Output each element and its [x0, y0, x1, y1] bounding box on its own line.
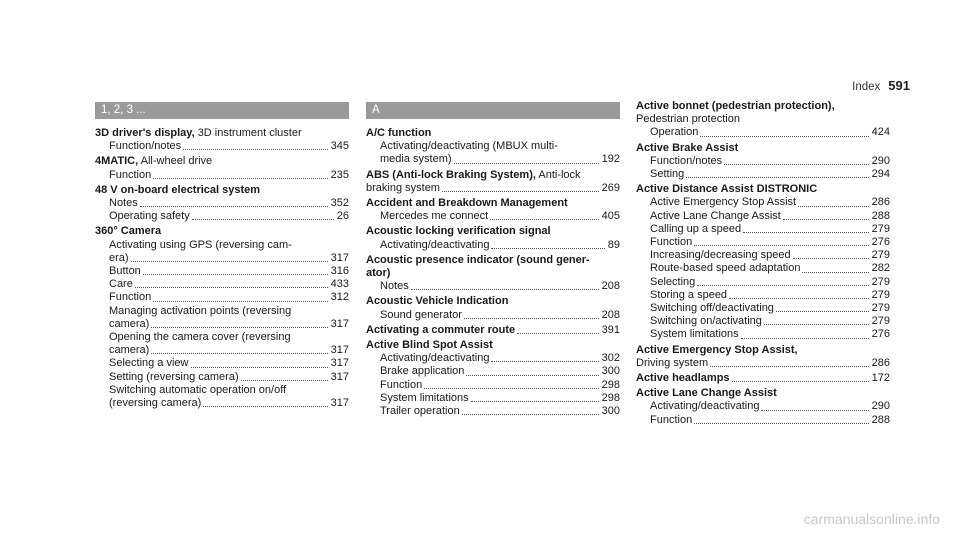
entry-text: Setting — [650, 168, 685, 181]
entry-text: era) — [109, 251, 129, 264]
page-ref: 433 — [330, 278, 349, 291]
index-entry — [366, 339, 620, 418]
dot-leader — [700, 136, 868, 137]
subentry-line[interactable] — [366, 153, 620, 166]
subentry-line[interactable] — [95, 357, 349, 370]
page-ref: 279 — [871, 275, 890, 288]
dot-leader — [411, 289, 599, 290]
subentry-line[interactable] — [636, 315, 890, 328]
subentry-text: Activating/deactivating (MBUX multi- — [380, 140, 558, 153]
entry-heading — [95, 127, 349, 140]
subentry-line[interactable] — [95, 344, 349, 357]
dot-leader — [710, 366, 869, 367]
entry-heading — [636, 100, 890, 113]
page-ref: 302 — [601, 352, 620, 365]
entry-heading — [366, 225, 620, 238]
entry-text: Increasing/decreasing speed — [650, 249, 791, 262]
page-ref: 391 — [601, 323, 620, 336]
entry-heading — [366, 324, 515, 337]
page-ref: 286 — [871, 356, 890, 369]
dot-leader — [462, 414, 599, 415]
dot-leader — [729, 298, 869, 299]
dot-leader — [490, 219, 598, 220]
subentry-line[interactable] — [636, 168, 890, 181]
dot-leader — [191, 367, 328, 368]
index-entry-line[interactable] — [366, 324, 620, 337]
entry-heading-bold: Activating a commuter route — [366, 323, 516, 336]
page-ref: 317 — [330, 370, 349, 383]
dot-leader — [743, 232, 869, 233]
entry-heading-bold: 4MATIC, — [95, 155, 139, 168]
entry-heading-tail: Anti-lock — [538, 168, 581, 181]
page-ref: 279 — [871, 222, 890, 235]
page-ref: 316 — [330, 265, 349, 278]
page-ref: 26 — [336, 210, 349, 223]
subentry-line[interactable] — [95, 371, 349, 384]
entry-heading — [95, 184, 349, 197]
subentry-line[interactable] — [366, 210, 620, 223]
entry-text: Mercedes me connect — [380, 210, 489, 223]
dot-leader — [802, 272, 868, 273]
entry-text: Function — [109, 168, 152, 181]
dot-leader — [153, 301, 327, 302]
dot-leader — [694, 245, 868, 246]
index-entry — [366, 197, 620, 223]
dot-leader — [798, 206, 869, 207]
entry-heading-tail: 3D instrument cluster — [197, 127, 302, 139]
entry-heading-bold: 360° Camera — [95, 225, 162, 238]
subentry-line[interactable] — [636, 236, 890, 249]
dot-leader — [192, 219, 334, 220]
dot-leader — [466, 375, 598, 376]
entry-heading-bold: Active headlamps — [636, 372, 730, 385]
page-ref: 345 — [330, 140, 349, 153]
entry-heading-bold: Acoustic presence indicator (sound gener- — [366, 253, 590, 266]
index-entry — [95, 225, 349, 410]
subentry-line[interactable] — [636, 328, 890, 341]
dot-leader — [471, 401, 599, 402]
page-ref: 424 — [871, 126, 890, 139]
subentry-line[interactable] — [95, 318, 349, 331]
page-ref: 235 — [330, 168, 349, 181]
subentry-line[interactable] — [636, 262, 890, 275]
entry-heading-bold: 48 V on-board electrical system — [95, 183, 261, 196]
dot-leader — [724, 164, 868, 165]
page-ref: 89 — [607, 238, 620, 251]
page-ref: 279 — [871, 288, 890, 301]
page-ref: 172 — [871, 372, 890, 385]
entry-heading — [636, 183, 890, 196]
dot-leader — [183, 149, 327, 150]
entry-text: Active Emergency Stop Assist — [650, 196, 797, 209]
dot-leader — [686, 177, 868, 178]
subentry-line[interactable] — [366, 352, 620, 365]
entry-text: Button — [109, 265, 141, 278]
index-entry — [366, 295, 620, 321]
subentry-line[interactable] — [636, 249, 890, 262]
page-ref: 279 — [871, 315, 890, 328]
entry-text: Setting (reversing camera) — [109, 370, 239, 383]
dot-leader — [454, 163, 599, 164]
entry-heading-bold: Accident and Breakdown Management — [366, 197, 568, 210]
entry-text: Driving system — [636, 356, 709, 369]
page-ref: 286 — [871, 196, 890, 209]
entry-heading-bold: Active Emergency Stop Assist, — [636, 343, 798, 356]
dot-leader — [143, 274, 328, 275]
page-ref: 300 — [601, 365, 620, 378]
entry-text: System limitations — [380, 391, 469, 404]
section-header: A — [366, 102, 620, 119]
entry-text: Function — [380, 378, 423, 391]
page-ref: 208 — [601, 280, 620, 293]
page-ref: 279 — [871, 249, 890, 262]
index-entry — [366, 254, 620, 294]
dot-leader — [241, 380, 328, 381]
dot-leader — [697, 285, 868, 286]
entry-text: braking system — [366, 181, 440, 194]
subentry-line[interactable] — [636, 196, 890, 209]
entry-heading-wrap — [366, 267, 620, 280]
dot-leader — [694, 423, 868, 424]
page-ref: 298 — [601, 378, 620, 391]
index-entry-line[interactable] — [366, 182, 620, 195]
entry-heading-bold: Active Lane Change Assist — [636, 387, 777, 400]
subentry-line[interactable] — [95, 210, 349, 223]
dot-leader — [491, 361, 598, 362]
subentry-line[interactable] — [95, 252, 349, 265]
entry-text: media system) — [380, 153, 452, 166]
entry-text: Switching off/deactivating — [650, 302, 774, 315]
index-entry — [95, 127, 349, 153]
subentry-line[interactable] — [366, 405, 620, 418]
dot-leader — [424, 388, 598, 389]
entry-heading-bold: 3D driver's display, — [95, 127, 195, 139]
subentry-line[interactable] — [366, 379, 620, 392]
subentry-line[interactable] — [95, 169, 349, 182]
index-entry — [636, 344, 890, 370]
dot-leader — [517, 333, 599, 334]
index-column-3 — [636, 100, 890, 429]
page-ref: 282 — [871, 262, 890, 275]
page-ref: 288 — [871, 413, 890, 426]
entry-heading — [366, 169, 620, 182]
page-ref: 208 — [601, 308, 620, 321]
entry-text: Function — [650, 413, 693, 426]
dot-leader — [442, 191, 599, 192]
watermark: carmanualsonline.info — [803, 511, 940, 527]
page-ref: 279 — [871, 302, 890, 315]
entry-text: Trailer operation — [380, 405, 460, 418]
dot-leader — [761, 410, 868, 411]
subentry-line[interactable] — [366, 280, 620, 293]
entry-text: System limitations — [650, 328, 739, 341]
page-ref: 298 — [601, 391, 620, 404]
index-entry — [366, 127, 620, 167]
index-entry — [636, 142, 890, 182]
entry-text: Calling up a speed — [650, 222, 742, 235]
index-entry — [636, 372, 890, 385]
index-entry — [95, 184, 349, 224]
entry-text: Operating safety — [109, 210, 190, 223]
page-ref: 288 — [871, 209, 890, 222]
entry-text: Care — [109, 278, 133, 291]
subentry-line[interactable] — [636, 210, 890, 223]
entry-heading-bold: ator) — [366, 267, 391, 280]
page-ref: 300 — [601, 405, 620, 418]
entry-text: Switching on/activating — [650, 315, 762, 328]
page-ref: 276 — [871, 236, 890, 249]
entry-text: Activating/deactivating — [380, 352, 490, 365]
dot-leader — [732, 381, 869, 382]
dot-leader — [776, 311, 869, 312]
entry-text: Selecting — [650, 275, 696, 288]
subentry-line[interactable] — [636, 126, 890, 139]
page-ref: 276 — [871, 328, 890, 341]
subentry-line[interactable] — [636, 302, 890, 315]
subentry-line[interactable] — [366, 392, 620, 405]
entry-heading — [636, 387, 890, 400]
dot-leader — [764, 324, 869, 325]
index-entry — [636, 387, 890, 427]
subentry-line[interactable] — [366, 309, 620, 322]
subentry-text: Managing activation points (reversing — [109, 304, 292, 317]
entry-heading-wrap: Pedestrian protection — [636, 113, 740, 126]
entry-heading-bold: Active Blind Spot Assist — [366, 339, 493, 352]
entry-heading — [366, 295, 620, 308]
entry-heading — [366, 127, 620, 140]
dot-leader — [464, 318, 599, 319]
index-entry — [366, 169, 620, 195]
index-entry — [366, 225, 620, 251]
entry-text: Notes — [109, 197, 138, 210]
entry-text: Storing a speed — [650, 288, 728, 301]
entry-heading — [366, 339, 620, 352]
entry-text: Function — [650, 236, 693, 249]
subentry-line[interactable] — [95, 397, 349, 410]
dot-leader — [135, 287, 328, 288]
subentry-line[interactable] — [366, 365, 620, 378]
subentry-line[interactable] — [95, 265, 349, 278]
page-ref: 317 — [330, 251, 349, 264]
dot-leader — [793, 258, 869, 259]
page-ref: 317 — [330, 357, 349, 370]
entry-heading — [366, 197, 620, 210]
entry-heading — [95, 155, 349, 168]
entry-text: Active Lane Change Assist — [650, 209, 781, 222]
subentry-text: Opening the camera cover (reversing — [109, 331, 291, 344]
entry-heading-bold: Active bonnet (pedestrian protection), — [636, 100, 835, 112]
entry-heading-bold: Acoustic locking verification signal — [366, 225, 551, 238]
index-entry-line[interactable] — [636, 372, 890, 385]
entry-heading-bold: A/C function — [366, 127, 432, 139]
page-ref: 312 — [330, 291, 349, 304]
index-entry — [636, 100, 890, 140]
dot-leader — [140, 206, 328, 207]
dot-leader — [491, 248, 604, 249]
dot-leader — [203, 406, 327, 407]
entry-text: Brake application — [380, 365, 465, 378]
entry-heading — [95, 225, 349, 238]
subentry-line[interactable] — [366, 239, 620, 252]
entry-text: Sound generator — [380, 308, 462, 321]
page-ref: 317 — [330, 317, 349, 330]
entry-text: Notes — [380, 280, 409, 293]
dot-leader — [741, 338, 869, 339]
subentry-line[interactable] — [95, 140, 349, 153]
dot-leader — [151, 327, 327, 328]
page-number: 591 — [888, 78, 910, 93]
index-entry — [636, 183, 890, 341]
index-entry — [95, 155, 349, 181]
entry-heading-bold: ABS (Anti-lock Braking System), — [366, 168, 536, 181]
entry-text: (reversing camera) — [109, 397, 202, 410]
subentry-line[interactable] — [636, 414, 890, 427]
index-entry — [366, 324, 620, 337]
page-ref: 269 — [601, 181, 620, 194]
entry-heading — [636, 142, 890, 155]
entry-text: camera) — [109, 344, 150, 357]
subentry-line[interactable] — [636, 223, 890, 236]
entry-text: Route-based speed adaptation — [650, 262, 801, 275]
page-ref: 317 — [330, 344, 349, 357]
subentry-line[interactable] — [95, 278, 349, 291]
dot-leader — [151, 353, 327, 354]
dot-leader — [153, 178, 327, 179]
page-ref: 317 — [330, 397, 349, 410]
entry-text: Activating/deactivating — [380, 238, 490, 251]
entry-heading-tail: All-wheel drive — [140, 155, 213, 168]
page-ref: 290 — [871, 400, 890, 413]
page-header — [852, 78, 910, 93]
index-column-2 — [366, 102, 620, 420]
entry-heading-bold: Acoustic Vehicle Indication — [366, 295, 509, 308]
entry-text: Function — [109, 291, 152, 304]
subentry-line[interactable] — [636, 155, 890, 168]
subentry-line[interactable] — [636, 276, 890, 289]
subentry-line[interactable] — [95, 291, 349, 304]
entry-text: Function/notes — [650, 154, 723, 167]
entry-text: Activating/deactivating — [650, 400, 760, 413]
entry-text: Function/notes — [109, 140, 182, 153]
entry-text: Selecting a view — [109, 357, 189, 370]
dot-leader — [131, 261, 328, 262]
entry-heading-bold: Active Brake Assist — [636, 141, 739, 154]
subentry-line[interactable] — [636, 289, 890, 302]
subentry-text: Activating using GPS (reversing cam- — [109, 238, 292, 251]
page-ref: 192 — [601, 153, 620, 166]
dot-leader — [783, 219, 869, 220]
subentry-line[interactable] — [95, 197, 349, 210]
page-ref: 352 — [330, 197, 349, 210]
subentry-line[interactable] — [636, 400, 890, 413]
entry-heading — [636, 372, 730, 385]
header-title: Index — [852, 81, 881, 93]
index-column-1 — [95, 102, 349, 412]
page-ref: 290 — [871, 154, 890, 167]
index-entry-line[interactable] — [636, 357, 890, 370]
subentry-text: Switching automatic operation on/off — [109, 383, 287, 396]
entry-text: Operation — [650, 126, 699, 139]
section-header: 1, 2, 3 ... — [95, 102, 349, 119]
entry-heading — [636, 344, 890, 357]
page-ref: 294 — [871, 168, 890, 181]
entry-heading-bold: Active Distance Assist DISTRONIC — [636, 183, 818, 196]
entry-text: camera) — [109, 317, 150, 330]
entry-heading — [366, 254, 620, 267]
page-ref: 405 — [601, 210, 620, 223]
